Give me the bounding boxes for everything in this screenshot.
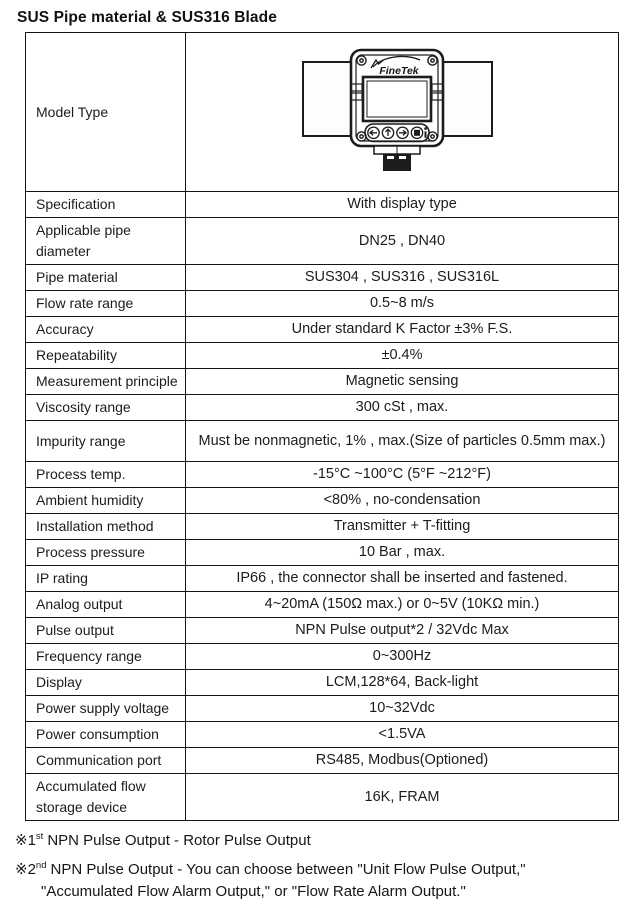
spec-row (26, 773, 618, 820)
row-label: Display (26, 670, 186, 695)
reference-mark-icon: ※ (15, 860, 28, 878)
row-label: Repeatability (26, 343, 186, 368)
row-label: Flow rate range (26, 291, 186, 316)
model-type-row (26, 33, 618, 191)
row-label: Model Type (26, 33, 186, 191)
row-value: 300 cSt , max. (355, 399, 449, 415)
spec-row (26, 461, 618, 487)
footnote-ordinal: 2 (27, 860, 36, 878)
spec-row (26, 290, 618, 316)
spec-row (26, 539, 618, 565)
spec-row (26, 420, 618, 461)
footnote-ordinal-suffix: st (35, 831, 44, 842)
spec-row (26, 342, 618, 368)
row-value: 4~20mA (150Ω max.) or 0~5V (10KΩ min.) (264, 596, 540, 612)
spec-row (26, 513, 618, 539)
row-value: -15°C ~100°C (5°F ~212°F) (313, 466, 491, 482)
footnote-ordinal: 1 (27, 832, 36, 849)
row-value: RS485, Modbus(Optioned) (315, 752, 489, 768)
row-label: IP rating (26, 566, 186, 591)
row-value: Must be nonmagnetic, 1% , max.(Size of particles 0.5mm max.) (198, 432, 606, 449)
footnote-ordinal-suffix: nd (35, 859, 47, 871)
row-label: Viscosity range (26, 395, 186, 420)
row-value: LCM,128*64, Back-light (325, 674, 479, 690)
row-label: Accumulated flow storage device (26, 774, 186, 820)
row-value: With display type (347, 196, 457, 212)
row-label: Accuracy (26, 317, 186, 342)
row-label: Pulse output (26, 618, 186, 643)
reference-mark-icon: ※ (15, 832, 28, 849)
footnote-text: NPN Pulse Output - Rotor Pulse Output (47, 832, 311, 849)
row-value: 10~32Vdc (369, 700, 435, 716)
footnote-1 (15, 826, 621, 853)
spec-row (26, 264, 618, 290)
spec-row (26, 643, 618, 669)
row-label: Ambient humidity (26, 488, 186, 513)
model-image-cell (186, 33, 624, 191)
row-value: DN25 , DN40 (358, 232, 446, 249)
row-label: Power supply voltage (26, 696, 186, 721)
footnotes (15, 826, 621, 904)
spec-row (26, 617, 618, 643)
brand-text: FineTek (379, 65, 419, 77)
spec-row (26, 565, 618, 591)
spec-row (26, 368, 618, 394)
row-value: Transmitter + T-fitting (333, 518, 471, 534)
row-value: 16K, FRAM (364, 788, 440, 805)
row-value: <1.5VA (378, 726, 426, 742)
spec-row (26, 591, 618, 617)
row-label: Process pressure (26, 540, 186, 565)
row-label: Pipe material (26, 265, 186, 290)
row-value: <80% , no-condensation (323, 492, 481, 508)
spec-row (26, 747, 618, 773)
connector (374, 146, 420, 171)
row-value: Magnetic sensing (345, 373, 459, 389)
row-value: Under standard K Factor ±3% F.S. (291, 321, 513, 337)
row-label: Communication port (26, 748, 186, 773)
pipe-right (442, 62, 492, 136)
row-value: 0.5~8 m/s (369, 295, 435, 311)
row-label: Power consumption (26, 722, 186, 747)
row-label: Frequency range (26, 644, 186, 669)
row-value: 0~300Hz (372, 648, 432, 664)
spec-row (26, 191, 618, 217)
lcd-screen (363, 77, 431, 121)
spec-row (26, 316, 618, 342)
datasheet-page (0, 9, 632, 900)
row-value: 10 Bar , max. (358, 544, 446, 560)
spec-row (26, 669, 618, 695)
flow-meter-illustration (190, 35, 620, 189)
page-title: SUS Pipe material & SUS316 Blade (17, 9, 277, 26)
row-value: IP66 , the connector shall be inserted and fastened. (236, 570, 568, 586)
footnote-2 (15, 855, 621, 904)
row-label: Measurement principle (26, 369, 186, 394)
row-value: NPN Pulse output*2 / 32Vdc Max (295, 622, 509, 638)
row-value: ±0.4% (381, 347, 423, 363)
row-value: SUS304 , SUS316 , SUS316L (304, 269, 500, 285)
spec-row (26, 394, 618, 420)
row-label: Applicable pipe diameter (26, 218, 186, 264)
pipe-left (303, 62, 352, 136)
row-label: Analog output (26, 592, 186, 617)
row-label: Specification (26, 192, 186, 217)
row-label: Installation method (26, 514, 186, 539)
spec-row (26, 487, 618, 513)
spec-row (26, 695, 618, 721)
row-label: Process temp. (26, 462, 186, 487)
indicator-dot-icon (424, 127, 427, 130)
footnote-text: NPN Pulse Output - You can choose between "Unit Flow Pulse Output," "Accumulated Flow Alarm Output," or "Flow Rate Alarm Output." (41, 860, 526, 900)
spec-table (25, 32, 619, 821)
enter-icon (414, 130, 420, 136)
spec-row (26, 721, 618, 747)
spec-row (26, 217, 618, 264)
row-label: Impurity range (26, 421, 186, 461)
